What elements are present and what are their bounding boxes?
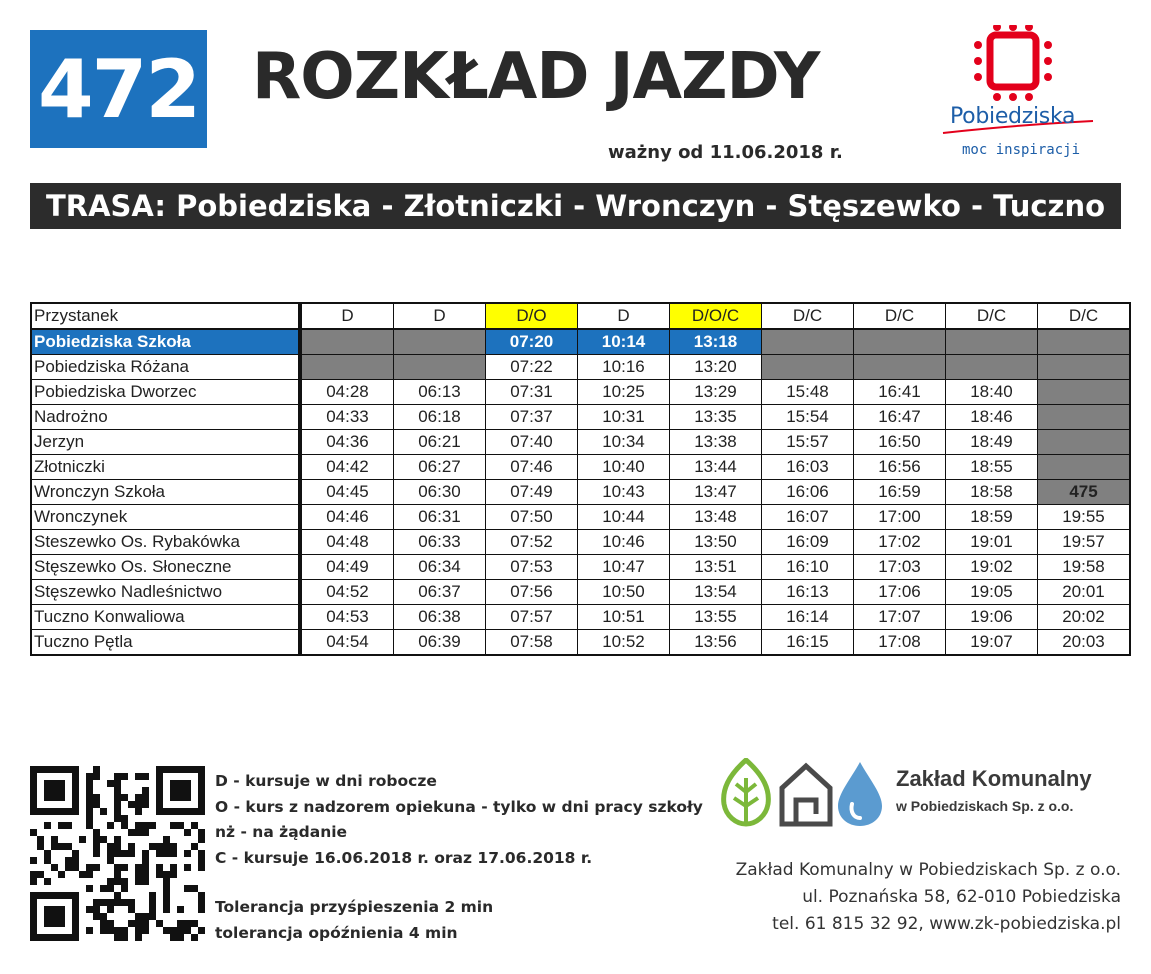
table-row xyxy=(31,355,1130,380)
no-service-cell xyxy=(1038,380,1131,405)
time-cell: 06:18 xyxy=(394,405,486,430)
time-cell: 13:56 xyxy=(670,630,762,656)
time-cell: 10:50 xyxy=(578,580,670,605)
time-cell: 07:40 xyxy=(486,430,578,455)
time-cell: 06:37 xyxy=(394,580,486,605)
table-row xyxy=(31,530,1130,555)
time-cell: 20:01 xyxy=(1038,580,1131,605)
legend-d: D - kursuje w dni robocze xyxy=(215,772,437,790)
table-row xyxy=(31,605,1130,630)
time-cell: 13:51 xyxy=(670,555,762,580)
time-cell: 10:52 xyxy=(578,630,670,656)
time-cell: 13:35 xyxy=(670,405,762,430)
table-row xyxy=(31,329,1130,355)
table-row xyxy=(31,555,1130,580)
time-cell: 18:40 xyxy=(946,380,1038,405)
time-cell: 475 xyxy=(1038,480,1131,505)
time-cell: 10:31 xyxy=(578,405,670,430)
time-cell: 10:51 xyxy=(578,605,670,630)
time-cell: 04:53 xyxy=(300,605,394,630)
table-row xyxy=(31,505,1130,530)
time-cell: 06:21 xyxy=(394,430,486,455)
time-cell: 16:41 xyxy=(854,380,946,405)
time-cell: 04:33 xyxy=(300,405,394,430)
time-cell: 13:50 xyxy=(670,530,762,555)
no-service-cell xyxy=(762,329,854,355)
company-address xyxy=(736,857,1121,938)
no-service-cell xyxy=(394,355,486,380)
header-stop-label: Przystanek xyxy=(31,303,300,329)
column-header: D/C xyxy=(1038,303,1131,329)
time-cell: 18:49 xyxy=(946,430,1038,455)
page-title: ROZKŁAD JAZDY xyxy=(252,40,820,114)
time-cell: 16:13 xyxy=(762,580,854,605)
time-cell: 10:34 xyxy=(578,430,670,455)
stop-name: Wronczynek xyxy=(31,505,300,530)
timetable xyxy=(30,302,1131,656)
column-header: D/C xyxy=(946,303,1038,329)
time-cell: 10:47 xyxy=(578,555,670,580)
time-cell: 07:50 xyxy=(486,505,578,530)
time-cell: 04:45 xyxy=(300,480,394,505)
no-service-cell xyxy=(1038,355,1131,380)
stop-name: Złotniczki xyxy=(31,455,300,480)
time-cell: 13:38 xyxy=(670,430,762,455)
time-cell: 16:03 xyxy=(762,455,854,480)
time-cell: 16:15 xyxy=(762,630,854,656)
time-cell: 13:18 xyxy=(670,329,762,355)
time-cell: 07:56 xyxy=(486,580,578,605)
time-cell: 15:57 xyxy=(762,430,854,455)
time-cell: 04:36 xyxy=(300,430,394,455)
column-header: D xyxy=(300,303,394,329)
stop-name: Tuczno Konwaliowa xyxy=(31,605,300,630)
time-cell: 19:05 xyxy=(946,580,1038,605)
time-cell: 07:52 xyxy=(486,530,578,555)
time-cell: 07:22 xyxy=(486,355,578,380)
address-line-3: tel. 61 815 32 92, www.zk-pobiedziska.pl xyxy=(772,914,1121,934)
time-cell: 07:53 xyxy=(486,555,578,580)
time-cell: 17:03 xyxy=(854,555,946,580)
time-cell: 10:16 xyxy=(578,355,670,380)
stop-name: Jerzyn xyxy=(31,430,300,455)
no-service-cell xyxy=(300,329,394,355)
time-cell: 16:56 xyxy=(854,455,946,480)
time-cell: 07:57 xyxy=(486,605,578,630)
leaf-icon xyxy=(724,760,769,824)
time-cell: 06:33 xyxy=(394,530,486,555)
time-cell: 17:02 xyxy=(854,530,946,555)
time-cell: 07:46 xyxy=(486,455,578,480)
qr-code-icon xyxy=(30,766,205,941)
logo-slogan: moc inspiracji xyxy=(962,142,1081,158)
tolerance-late: tolerancja opóźnienia 4 min xyxy=(215,923,458,942)
no-service-cell xyxy=(854,329,946,355)
time-cell: 18:46 xyxy=(946,405,1038,430)
time-cell: 18:58 xyxy=(946,480,1038,505)
time-cell: 10:25 xyxy=(578,380,670,405)
time-cell: 10:43 xyxy=(578,480,670,505)
no-service-cell xyxy=(1038,405,1131,430)
time-cell: 06:13 xyxy=(394,380,486,405)
company-logo-icons xyxy=(720,758,888,828)
time-cell: 10:40 xyxy=(578,455,670,480)
valid-from-label: ważny od 11.06.2018 r. xyxy=(608,142,843,163)
no-service-cell xyxy=(946,355,1038,380)
time-cell: 19:01 xyxy=(946,530,1038,555)
time-cell: 06:31 xyxy=(394,505,486,530)
company-name: Zakład Komunalny xyxy=(896,766,1092,791)
legend-c: C - kursuje 16.06.2018 r. oraz 17.06.2018 r. xyxy=(215,848,593,867)
time-cell: 06:27 xyxy=(394,455,486,480)
no-service-cell xyxy=(1038,329,1131,355)
no-service-cell xyxy=(762,355,854,380)
logo-name: Pobiedziska xyxy=(950,104,1076,129)
stop-name: Pobiedziska Szkoła xyxy=(31,329,300,355)
no-service-cell xyxy=(1038,455,1131,480)
time-cell: 19:57 xyxy=(1038,530,1131,555)
stop-name: Wronczyn Szkoła xyxy=(31,480,300,505)
table-row xyxy=(31,455,1130,480)
time-cell: 16:47 xyxy=(854,405,946,430)
time-cell: 20:03 xyxy=(1038,630,1131,656)
stop-name: Pobiedziska Dworzec xyxy=(31,380,300,405)
stop-name: Stęszewko Os. Słoneczne xyxy=(31,555,300,580)
time-cell: 13:55 xyxy=(670,605,762,630)
column-header: D/O/C xyxy=(670,303,762,329)
company-subtitle: w Pobiedziskach Sp. z o.o. xyxy=(896,798,1074,814)
time-cell: 04:49 xyxy=(300,555,394,580)
time-cell: 16:14 xyxy=(762,605,854,630)
stop-name: Pobiedziska Różana xyxy=(31,355,300,380)
time-cell: 04:54 xyxy=(300,630,394,656)
time-cell: 19:55 xyxy=(1038,505,1131,530)
no-service-cell xyxy=(394,329,486,355)
time-cell: 17:06 xyxy=(854,580,946,605)
address-line-1: Zakład Komunalny w Pobiedziskach Sp. z o.o. xyxy=(735,860,1121,880)
tolerance-early: Tolerancja przyśpieszenia 2 min xyxy=(215,898,494,916)
time-cell: 13:29 xyxy=(670,380,762,405)
table-header-row xyxy=(31,303,1130,329)
table-row xyxy=(31,580,1130,605)
time-cell: 16:06 xyxy=(762,480,854,505)
time-cell: 13:47 xyxy=(670,480,762,505)
time-cell: 10:46 xyxy=(578,530,670,555)
time-cell: 17:07 xyxy=(854,605,946,630)
table-row xyxy=(31,380,1130,405)
time-cell: 04:48 xyxy=(300,530,394,555)
stop-name: Nadrożno xyxy=(31,405,300,430)
time-cell: 06:30 xyxy=(394,480,486,505)
time-cell: 16:59 xyxy=(854,480,946,505)
no-service-cell xyxy=(1038,430,1131,455)
column-header: D/O xyxy=(486,303,578,329)
no-service-cell xyxy=(946,329,1038,355)
time-cell: 07:37 xyxy=(486,405,578,430)
time-cell: 10:44 xyxy=(578,505,670,530)
time-cell: 04:46 xyxy=(300,505,394,530)
column-header: D xyxy=(578,303,670,329)
time-cell: 04:28 xyxy=(300,380,394,405)
route-bar: TRASA: Pobiedziska - Złotniczki - Wronczyn - Stęszewko - Tuczno xyxy=(30,183,1121,229)
time-cell: 04:42 xyxy=(300,455,394,480)
house-icon xyxy=(782,766,830,824)
time-cell: 19:07 xyxy=(946,630,1038,656)
stop-name: Steszewko Os. Rybakówka xyxy=(31,530,300,555)
stop-name: Tuczno Pętla xyxy=(31,630,300,656)
time-cell: 13:54 xyxy=(670,580,762,605)
table-row xyxy=(31,430,1130,455)
time-cell: 19:58 xyxy=(1038,555,1131,580)
time-cell: 13:44 xyxy=(670,455,762,480)
legend xyxy=(215,769,703,946)
time-cell: 16:07 xyxy=(762,505,854,530)
time-cell: 18:55 xyxy=(946,455,1038,480)
time-cell: 20:02 xyxy=(1038,605,1131,630)
time-cell: 17:08 xyxy=(854,630,946,656)
table-row xyxy=(31,630,1130,656)
time-cell: 16:50 xyxy=(854,430,946,455)
time-cell: 06:39 xyxy=(394,630,486,656)
time-cell: 13:48 xyxy=(670,505,762,530)
no-service-cell xyxy=(300,355,394,380)
line-number-badge: 472 xyxy=(30,30,207,148)
no-service-cell xyxy=(854,355,946,380)
legend-o: O - kurs z nadzorem opiekuna - tylko w dni pracy szkoły xyxy=(215,797,703,816)
table-row xyxy=(31,480,1130,505)
time-cell: 15:54 xyxy=(762,405,854,430)
table-row xyxy=(31,405,1130,430)
time-cell: 15:48 xyxy=(762,380,854,405)
time-cell: 07:31 xyxy=(486,380,578,405)
time-cell: 16:09 xyxy=(762,530,854,555)
stop-name: Stęszewko Nadleśnictwo xyxy=(31,580,300,605)
time-cell: 06:34 xyxy=(394,555,486,580)
time-cell: 07:49 xyxy=(486,480,578,505)
time-cell: 13:20 xyxy=(670,355,762,380)
time-cell: 18:59 xyxy=(946,505,1038,530)
column-header: D/C xyxy=(762,303,854,329)
time-cell: 16:10 xyxy=(762,555,854,580)
time-cell: 19:06 xyxy=(946,605,1038,630)
time-cell: 10:14 xyxy=(578,329,670,355)
time-cell: 07:20 xyxy=(486,329,578,355)
time-cell: 19:02 xyxy=(946,555,1038,580)
time-cell: 06:38 xyxy=(394,605,486,630)
legend-nz: nż - na żądanie xyxy=(215,823,348,841)
water-drop-icon xyxy=(838,762,882,826)
column-header: D/C xyxy=(854,303,946,329)
time-cell: 17:00 xyxy=(854,505,946,530)
column-header: D xyxy=(394,303,486,329)
address-line-2: ul. Poznańska 58, 62-010 Pobiedziska xyxy=(802,887,1121,907)
time-cell: 07:58 xyxy=(486,630,578,656)
time-cell: 04:52 xyxy=(300,580,394,605)
